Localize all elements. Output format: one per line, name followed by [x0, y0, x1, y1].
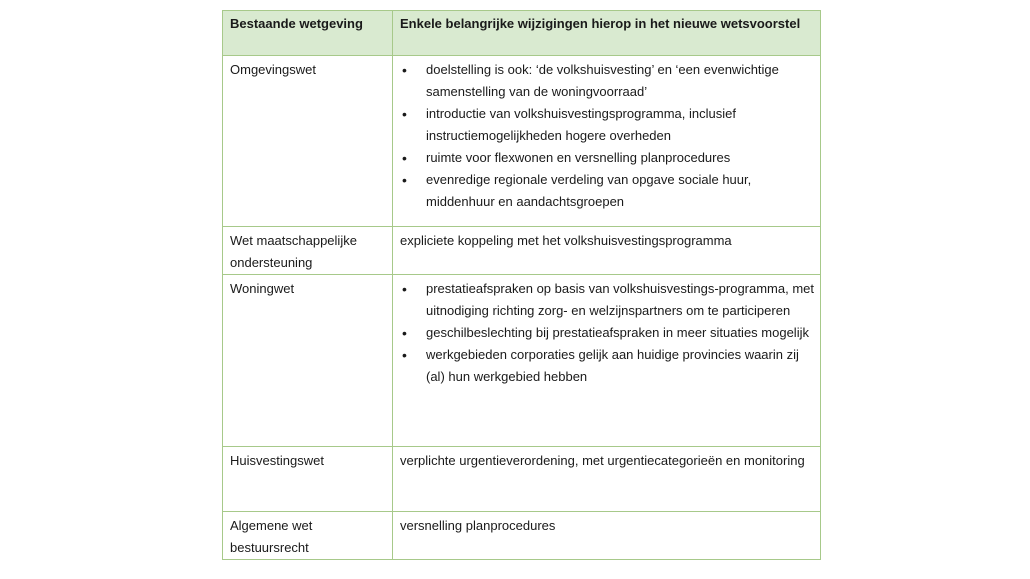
law-cell: Wet maatschappelijke ondersteuning — [223, 227, 393, 275]
law-cell: Omgevingswet — [223, 56, 393, 227]
table-row — [223, 275, 821, 447]
table-header-row — [223, 11, 821, 56]
changes-list — [400, 59, 814, 213]
list-item: • werkgebieden corporaties gelijk aan huidige provincies waarin zij (al) hun werkgebied hebben — [400, 344, 814, 388]
header-existing-legislation: Bestaande wetgeving — [223, 11, 393, 56]
changes-cell: versnelling planprocedures — [393, 512, 821, 560]
list-item: • evenredige regionale verdeling van opgave sociale huur, middenhuur en aandachtsgroepen — [400, 169, 814, 213]
law-cell: Woningwet — [223, 275, 393, 447]
table-row — [223, 447, 821, 512]
list-item: • prestatieafspraken op basis van volkshuisvestings-programma, met uitnodiging richting zorg- en welzijnspartners om te participeren — [400, 278, 814, 322]
table-row — [223, 227, 821, 275]
law-cell: Algemene wet bestuursrecht — [223, 512, 393, 560]
law-cell: Huisvestingswet — [223, 447, 393, 512]
list-item: • introductie van volkshuisvestingsprogramma, inclusief instructiemogelijkheden hogere overheden — [400, 103, 814, 147]
changes-cell — [393, 56, 821, 227]
table-row — [223, 56, 821, 227]
legislation-table — [222, 10, 821, 560]
list-item: • geschilbeslechting bij prestatieafspraken in meer situaties mogelijk — [400, 322, 814, 344]
changes-cell: verplichte urgentieverordening, met urgentiecategorieën en monitoring — [393, 447, 821, 512]
changes-cell: expliciete koppeling met het volkshuisvestingsprogramma — [393, 227, 821, 275]
table-row — [223, 512, 821, 560]
list-item: • ruimte voor flexwonen en versnelling planprocedures — [400, 147, 814, 169]
changes-list — [400, 278, 814, 388]
header-changes: Enkele belangrijke wijzigingen hierop in het nieuwe wetsvoorstel — [393, 11, 821, 56]
list-item: • doelstelling is ook: ‘de volkshuisvesting’ en ‘een evenwichtige samenstelling van de woningvoorraad’ — [400, 59, 814, 103]
changes-cell — [393, 275, 821, 447]
